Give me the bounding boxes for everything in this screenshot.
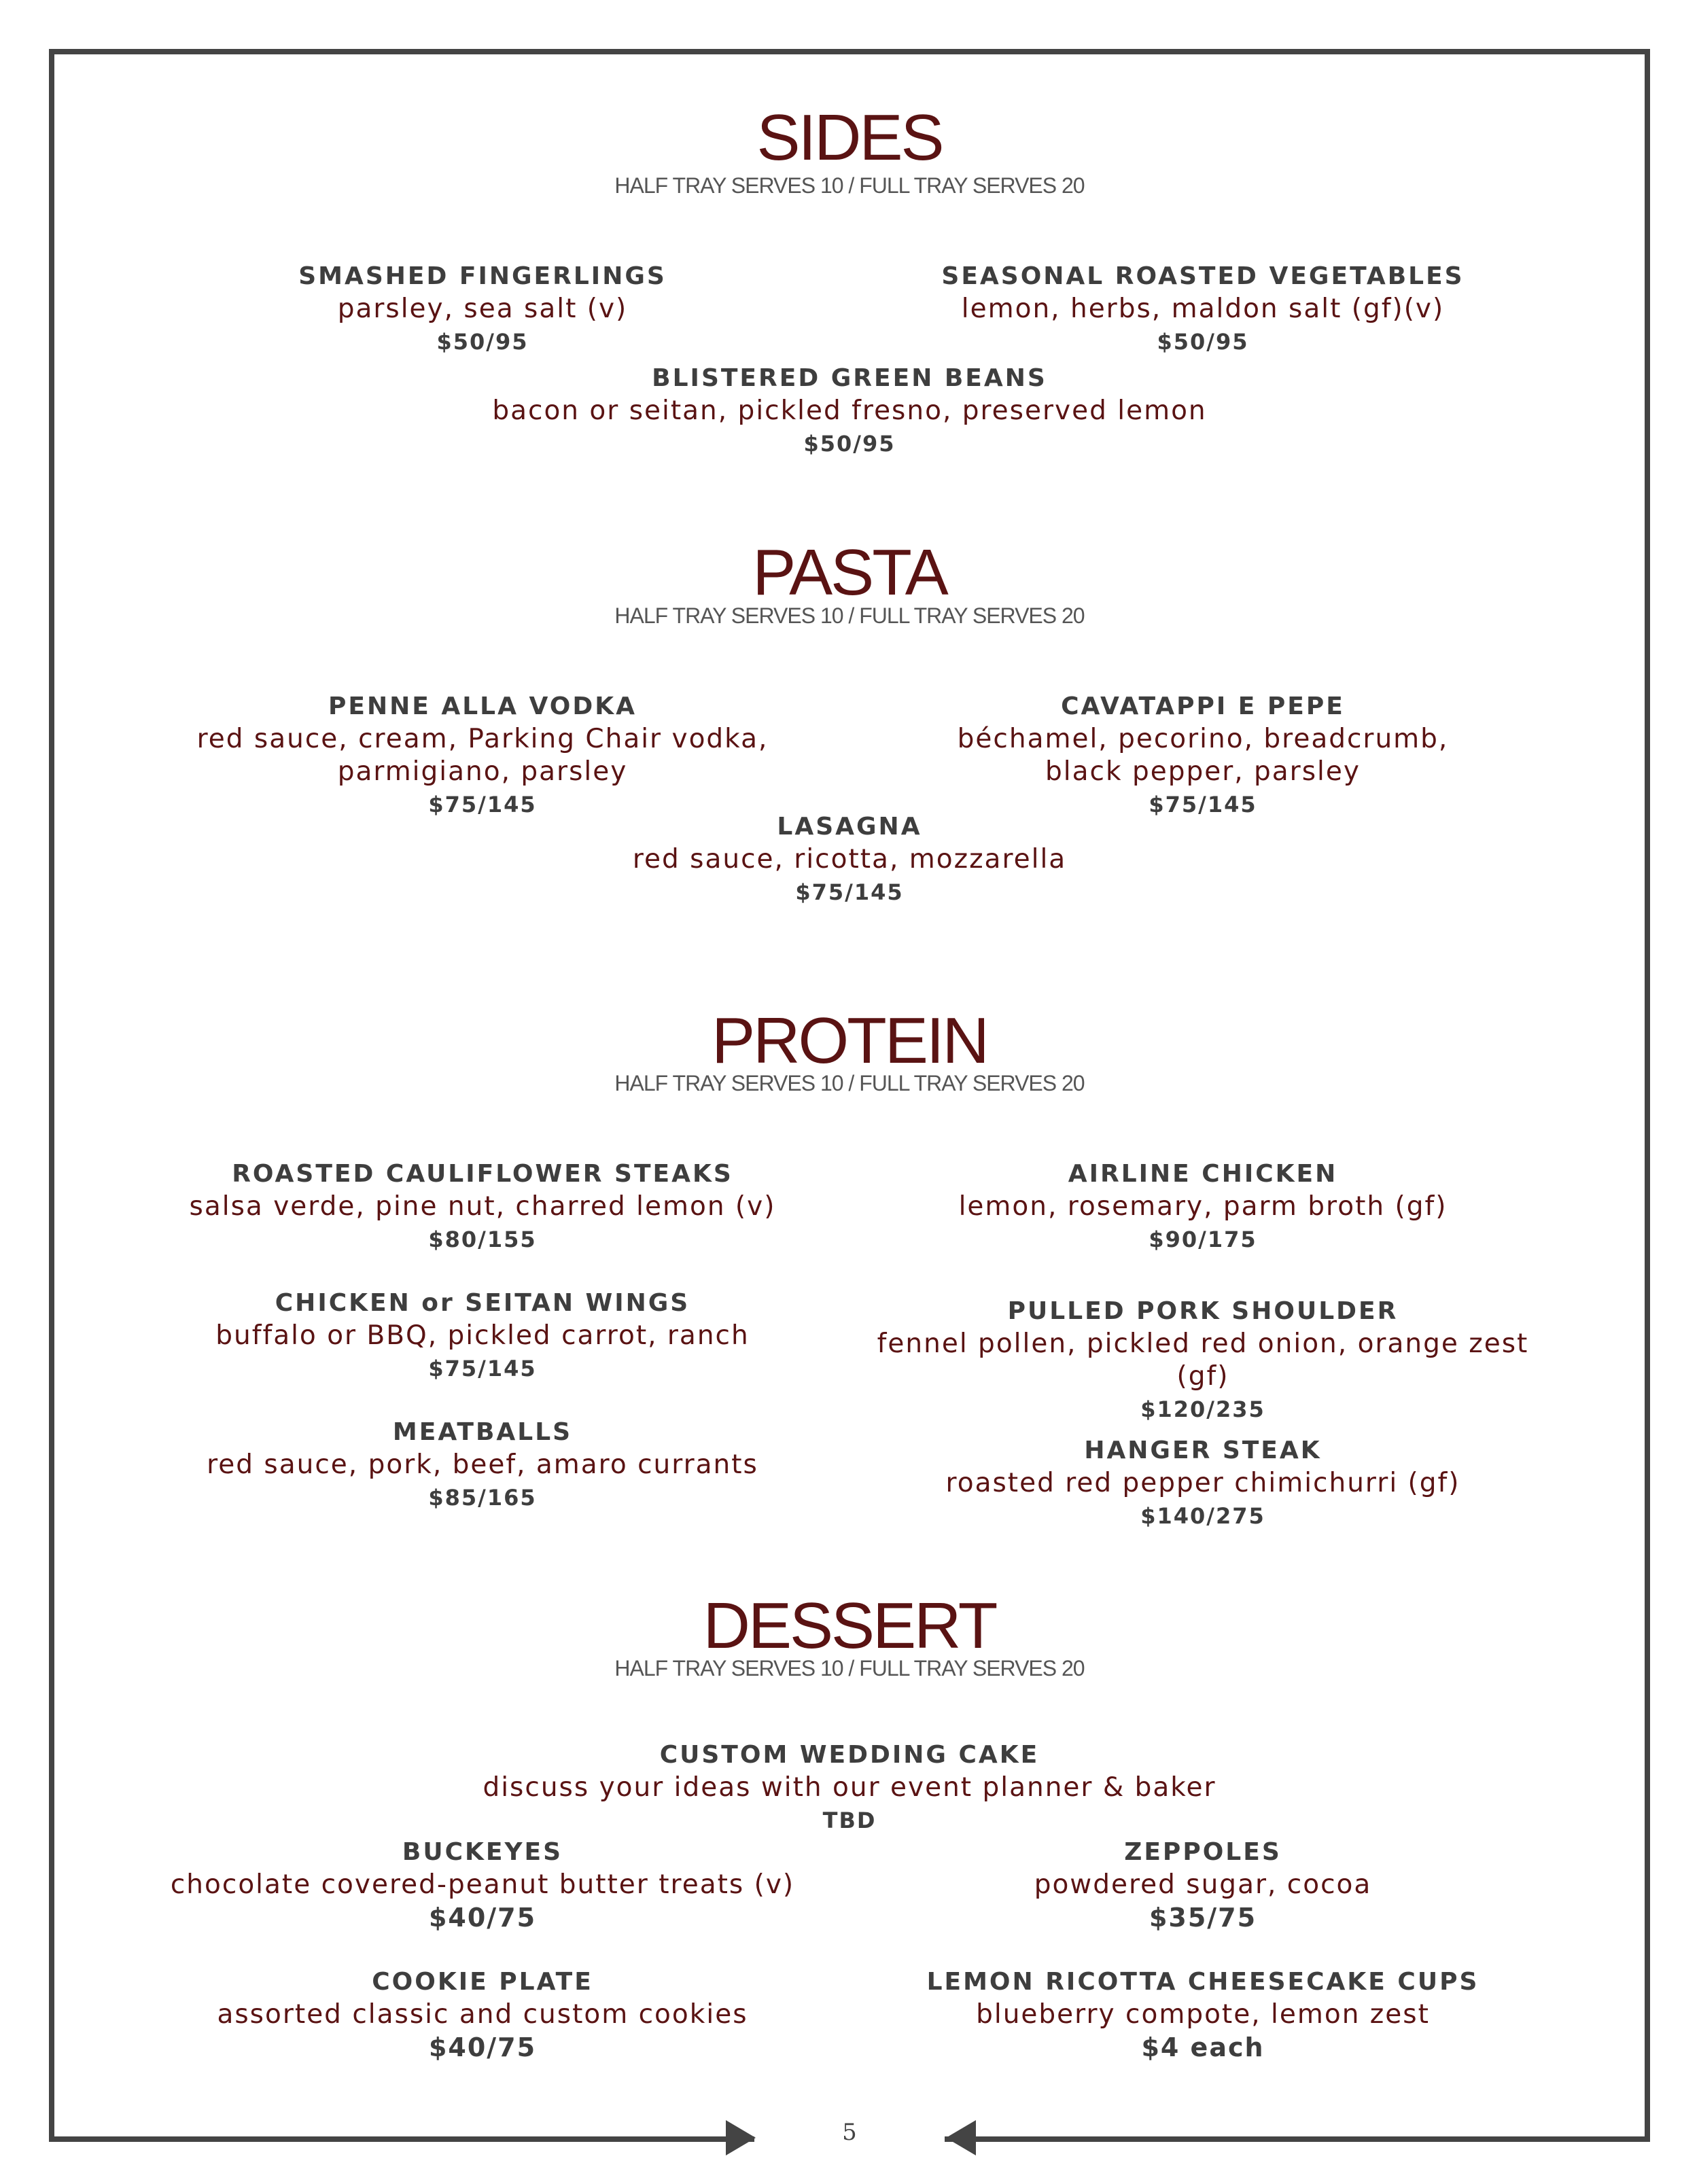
menu-item: [150, 690, 816, 821]
item-name: PULLED PORK SHOULDER: [1007, 1297, 1399, 1325]
menu-item: [306, 362, 1393, 460]
item-price: $75/145: [795, 879, 904, 905]
item-description: bacon or seitan, pickled fresno, preserved lemon: [492, 395, 1207, 426]
item-name: SMASHED FINGERLINGS: [298, 262, 667, 290]
menu-item: [306, 1739, 1393, 1837]
menu-item: [850, 1836, 1556, 1934]
item-description: béchamel, pecorino, breadcrumb, black pepper, parsley: [957, 724, 1449, 787]
item-name: ROASTED CAULIFLOWER STEAKS: [232, 1160, 733, 1188]
item-description: red sauce, cream, Parking Chair vodka, parmigiano, parsley: [196, 724, 769, 787]
arrow-left-icon: [946, 2120, 976, 2155]
item-name: LASAGNA: [777, 813, 922, 841]
menu-item: [306, 811, 1393, 909]
item-name: PENNE ALLA VODKA: [328, 692, 637, 720]
menu-item: [150, 1836, 816, 1934]
item-description: lemon, rosemary, parm broth (gf): [958, 1191, 1448, 1222]
item-description: powdered sugar, cocoa: [1034, 1869, 1372, 1900]
item-description: red sauce, ricotta, mozzarella: [632, 844, 1067, 875]
menu-item: [850, 1966, 1556, 2064]
arrow-right-icon: [726, 2120, 756, 2155]
item-price: $40/75: [428, 1903, 537, 1933]
item-price: $75/145: [1149, 792, 1257, 817]
item-name: CHICKEN or SEITAN WINGS: [275, 1289, 690, 1317]
item-description: blueberry compote, lemon zest: [976, 1999, 1430, 2030]
section-subtitle-dessert: HALF TRAY SERVES 10 / FULL TRAY SERVES 20: [614, 1656, 1085, 1680]
menu-item: [850, 690, 1556, 821]
menu-item: [150, 1158, 816, 1256]
item-description: roasted red pepper chimichurri (gf): [945, 1468, 1460, 1498]
item-price: TBD: [822, 1808, 877, 1833]
item-price: $40/75: [428, 2032, 537, 2062]
item-description: fennel pollen, pickled red onion, orange zest (gf): [877, 1328, 1529, 1392]
item-name: BLISTERED GREEN BEANS: [652, 364, 1047, 392]
item-price: $50/95: [1157, 329, 1249, 355]
item-name: AIRLINE CHICKEN: [1068, 1160, 1338, 1188]
item-price: $75/145: [428, 1356, 537, 1381]
menu-item: [150, 1966, 816, 2064]
item-name: COOKIE PLATE: [372, 1968, 593, 1996]
item-name: CUSTOM WEDDING CAKE: [659, 1741, 1040, 1769]
menu-item: [150, 1416, 816, 1514]
item-price: $50/95: [436, 329, 529, 355]
item-description: discuss your ideas with our event planner & baker: [483, 1772, 1216, 1803]
menu-item: [850, 1434, 1556, 1532]
item-description: lemon, herbs, maldon salt (gf)(v): [961, 294, 1445, 324]
section-subtitle-sides: HALF TRAY SERVES 10 / FULL TRAY SERVES 20: [614, 173, 1085, 198]
item-name: LEMON RICOTTA CHEESECAKE CUPS: [926, 1968, 1479, 1996]
menu-item: [150, 260, 816, 358]
page-number: 5: [842, 2119, 857, 2146]
menu-item: [850, 1295, 1556, 1426]
item-name: ZEPPOLES: [1124, 1838, 1282, 1866]
item-price: $90/175: [1149, 1227, 1257, 1252]
item-price: $4 each: [1141, 2032, 1265, 2062]
menu-item: [850, 260, 1556, 358]
item-description: assorted classic and custom cookies: [217, 1999, 748, 2030]
item-name: BUCKEYES: [402, 1838, 563, 1866]
item-description: chocolate covered-peanut butter treats (v): [170, 1869, 795, 1900]
item-description: parsley, sea salt (v): [337, 294, 628, 324]
item-name: SEASONAL ROASTED VEGETABLES: [941, 262, 1465, 290]
section-subtitle-protein: HALF TRAY SERVES 10 / FULL TRAY SERVES 20: [614, 1071, 1085, 1095]
section-title-sides: SIDES: [756, 101, 943, 174]
item-name: HANGER STEAK: [1084, 1437, 1322, 1464]
section-title-protein: PROTEIN: [712, 1004, 987, 1077]
section-title-dessert: DESSERT: [703, 1589, 996, 1662]
item-description: red sauce, pork, beef, amaro currants: [207, 1449, 758, 1480]
section-title-pasta: PASTA: [752, 536, 947, 609]
item-description: salsa verde, pine nut, charred lemon (v): [189, 1191, 776, 1222]
item-price: $50/95: [803, 431, 896, 457]
menu-item: [150, 1287, 816, 1385]
item-description: buffalo or BBQ, pickled carrot, ranch: [215, 1320, 750, 1351]
item-price: $80/155: [428, 1227, 537, 1252]
item-price: $35/75: [1149, 1903, 1257, 1933]
item-price: $75/145: [428, 792, 537, 817]
item-price: $85/165: [428, 1485, 537, 1511]
section-subtitle-pasta: HALF TRAY SERVES 10 / FULL TRAY SERVES 20: [614, 603, 1085, 628]
item-name: MEATBALLS: [392, 1418, 573, 1446]
menu-item: [850, 1158, 1556, 1256]
item-name: CAVATAPPI E PEPE: [1061, 692, 1345, 720]
item-price: $140/275: [1140, 1503, 1265, 1529]
item-price: $120/235: [1140, 1396, 1265, 1422]
